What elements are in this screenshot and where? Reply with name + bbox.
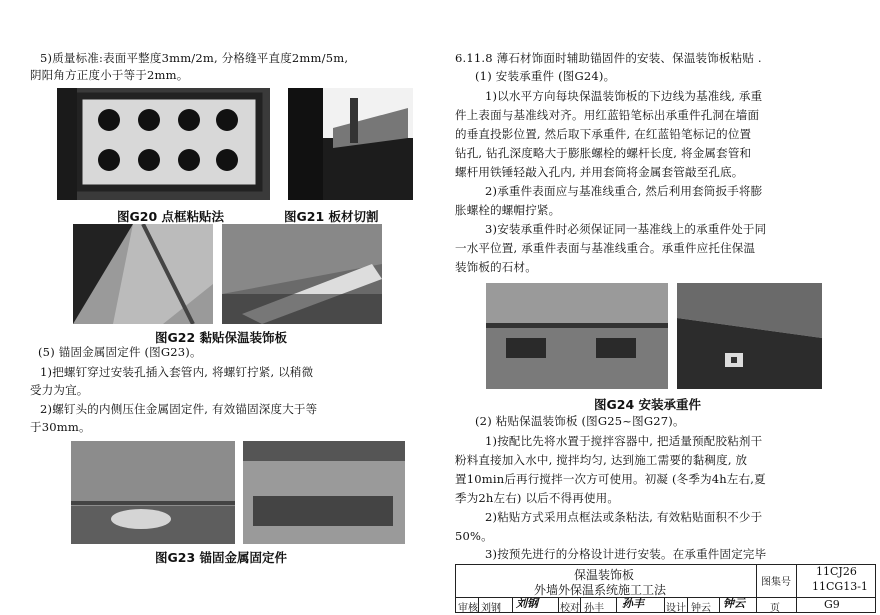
section1-line-3: 钻孔, 钻孔深度略大于膨胀螺栓的螺杆长度, 将金属套管和 xyxy=(455,146,752,160)
caption-g24: 图G24 安装承重件 xyxy=(594,397,702,412)
section1-line-4: 螺杆用铁锤轻敲入孔内, 并用套筒将金属套管敲至孔底。 xyxy=(455,165,744,179)
photo-g22-left xyxy=(73,224,213,324)
section1-line-7: 3)安装承重件时必须保证同一基准线上的承重件处于同 xyxy=(485,222,767,236)
check-label: 校对 xyxy=(560,603,580,614)
design-label: 设计 xyxy=(666,603,686,614)
caption-g20: 图G20 点框粘贴法 xyxy=(117,209,225,224)
section-heading-6-11-8: 6.11.8 薄石材饰面时辅助锚固件的安装、保温装饰板粘贴 . xyxy=(455,51,762,65)
check-signature: 孙丰 xyxy=(622,597,644,610)
section5-p1-line1: 1)把螺钉穿过安装孔插入套管内, 将螺钉拧紧, 以稍微 xyxy=(40,365,314,379)
section1-line-1: 件上表面与基准线对齐。用红蓝铅笔标出承重件孔洞在墙面 xyxy=(455,108,760,122)
caption-g21: 图G21 板材切割 xyxy=(284,209,379,224)
section2-line-3: 季为2h左右) 以后不得再使用。 xyxy=(455,491,620,505)
photo-g21-board-cutting xyxy=(288,88,413,200)
section1-title: (1) 安装承重件 (图G24)。 xyxy=(475,69,616,83)
paragraph-quality-line1: 5)质量标准:表面平整度3mm/2m, 分格缝平直度2mm/5m, xyxy=(40,51,349,65)
photo-g24-left xyxy=(486,283,668,389)
section1-line-8: 一水平位置, 承重件表面与基准线重合。承重件应托住保温 xyxy=(455,241,756,255)
atlas-label: 图集号 xyxy=(761,577,791,588)
design-name: 钟云 xyxy=(691,603,711,614)
review-signature: 刘钢 xyxy=(516,597,538,610)
section1-line-0: 1)以水平方向每块保温装饰板的下边线为基准线, 承重 xyxy=(485,89,763,103)
section2-line-6: 3)按预先进行的分格设计进行安装。在承重件固定完毕 xyxy=(485,547,767,561)
section1-line-6: 胀螺栓的螺帽拧紧。 xyxy=(455,203,561,217)
section1-line-2: 的垂直投影位置, 然后取下承重件, 在红蓝铅笔标记的位置 xyxy=(455,127,752,141)
section5-p2-line2: 于30mm。 xyxy=(30,420,91,434)
check-name: 孙丰 xyxy=(584,603,604,614)
review-name: 刘钢 xyxy=(481,603,501,614)
title-block-title2: 外墙外保温系统施工工法 xyxy=(534,583,667,597)
section2-line-4: 2)粘贴方式采用点框法或条粘法, 有效粘贴面积不少于 xyxy=(485,510,763,524)
section2-line-1: 粉料直接加入水中, 搅拌均匀, 达到施工需要的黏稠度, 放 xyxy=(455,453,748,467)
section5-p1-line2: 受力为宜。 xyxy=(30,383,89,397)
section2-line-2: 置10min后再行搅拌一次方可使用。初凝 (冬季为4h左右,夏 xyxy=(455,472,766,486)
section2-title: (2) 粘贴保温装饰板 (图G25~图G27)。 xyxy=(475,414,685,428)
review-label: 审核 xyxy=(458,603,478,614)
section5-p2-line1: 2)螺钉头的内侧压住金属固定件, 有效锚固深度大于等 xyxy=(40,402,318,416)
page-label: 页 xyxy=(770,603,780,614)
section2-line-5: 50%。 xyxy=(455,529,493,543)
page-number: G9 xyxy=(824,598,840,611)
title-block xyxy=(455,564,876,613)
section5-title: (5) 锚固金属固定件 (图G23)。 xyxy=(38,345,202,359)
atlas-number-1: 11CJ26 xyxy=(816,565,857,578)
paragraph-quality-line2: 阴阳角方正度小于等于2mm。 xyxy=(30,68,189,82)
atlas-number-2: 11CG13-1 xyxy=(812,580,868,593)
design-signature: 钟云 xyxy=(723,597,745,610)
section1-line-9: 装饰板的石材。 xyxy=(455,260,537,274)
section1-line-5: 2)承重件表面应与基准线重合, 然后利用套筒扳手将膨 xyxy=(485,184,763,198)
photo-g22-right xyxy=(222,224,382,324)
photo-g20-dot-frame xyxy=(57,88,270,200)
photo-g24-right xyxy=(677,283,822,389)
title-block-title1: 保温装饰板 xyxy=(574,568,635,582)
photo-g23-right xyxy=(243,441,405,544)
caption-g23: 图G23 锚固金属固定件 xyxy=(155,550,288,565)
photo-g23-left xyxy=(71,441,235,544)
section2-line-0: 1)按配比先将水置于搅拌容器中, 把适量预配胶粘剂干 xyxy=(485,434,763,448)
caption-g22: 图G22 黏贴保温装饰板 xyxy=(155,330,288,345)
